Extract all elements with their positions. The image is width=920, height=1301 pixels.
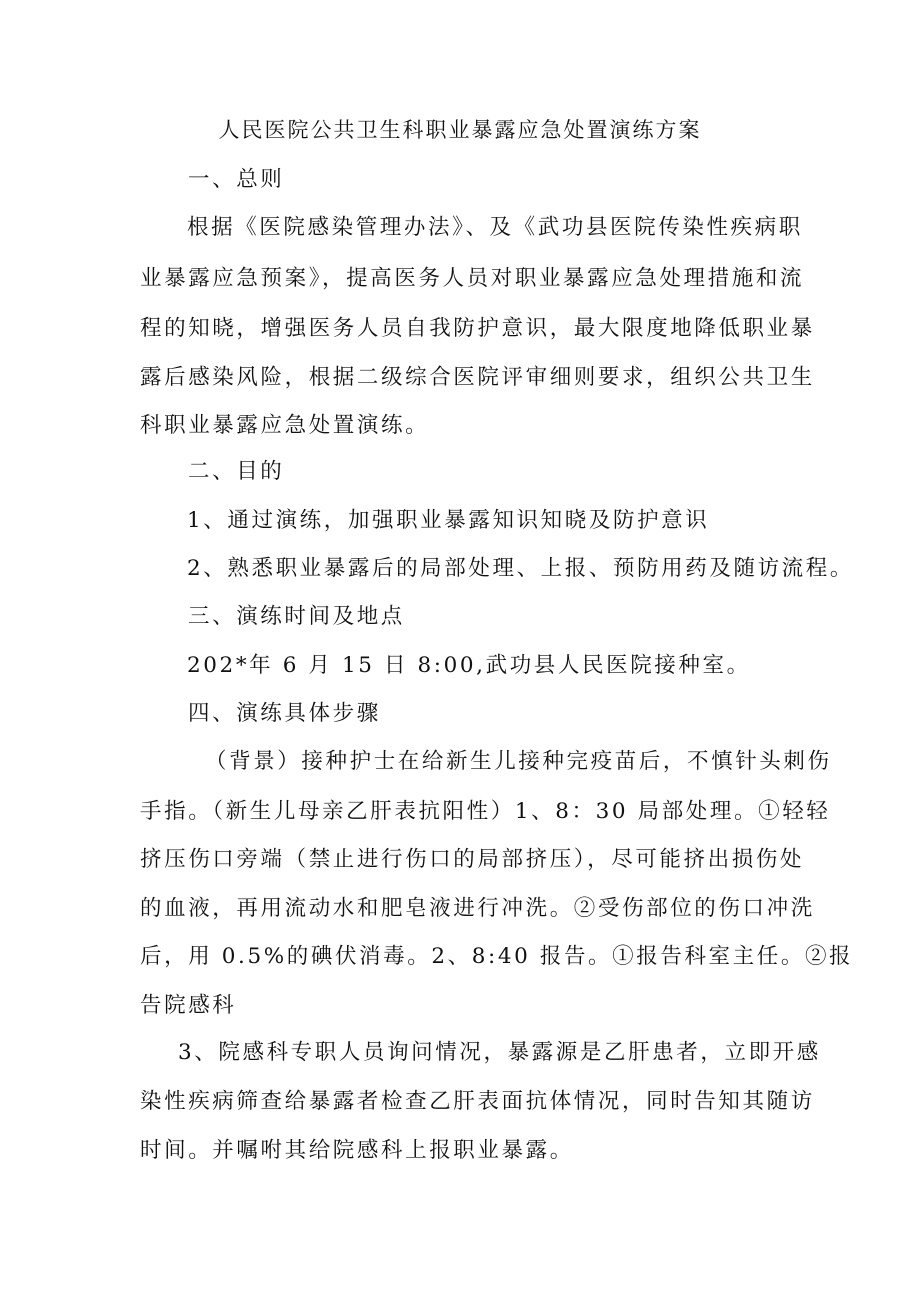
section-heading-general: 一、总则 — [188, 167, 285, 192]
general-line-3: 程的知晓，增强医务人员自我防护意识，最大限度地降低职业暴 — [140, 316, 815, 341]
steps-background-line-2: 手指。（新生儿母亲乙肝表抗阳性）1、8：30 局部处理。①轻轻 — [140, 799, 831, 824]
steps-background-line-3: 挤压伤口旁端（禁止进行伤口的局部挤压），尽可能挤出损伤处 — [140, 847, 805, 872]
step3-line-1: 3、院感科专职人员询问情况，暴露源是乙肝患者，立即开感 — [178, 1040, 821, 1065]
general-line-4: 露后感染风险，根据二级综合医院评审细则要求，组织公共卫生 — [140, 365, 815, 390]
steps-background-line-5: 后，用 0.5%的碘伏消毒。2、8:40 报告。①报告科室主任。②报 — [140, 944, 854, 969]
step3-line-3: 时间。并嘱咐其给院感科上报职业暴露。 — [140, 1138, 574, 1163]
general-line-5: 科职业暴露应急处置演练。 — [140, 413, 430, 438]
general-line-2: 业暴露应急预案》，提高医务人员对职业暴露应急处理措施和流 — [140, 266, 805, 291]
general-line-1: 根据《医院感染管理办法》、及《武功县医院传染性疾病职 — [187, 215, 803, 240]
time-place-text: 202*年 6 月 15 日 8:00,武功县人民医院接种室。 — [187, 653, 751, 678]
document-title: 人民医院公共卫生科职业暴露应急处置演练方案 — [218, 118, 702, 142]
steps-background-line-1: （背景）接种护士在给新生儿接种完疫苗后，不慎针头刺伤 — [205, 749, 832, 774]
step3-line-2: 染性疾病筛查给暴露者检查乙肝表面抗体情况，同时告知其随访 — [140, 1089, 815, 1114]
purpose-item-1: 1、通过演练，加强职业暴露知识知晓及防护意识 — [187, 508, 710, 533]
purpose-item-2: 2、熟悉职业暴露后的局部处理、上报、预防用药及随访流程。 — [187, 556, 854, 581]
steps-background-line-6: 告院感科 — [140, 993, 237, 1018]
section-heading-time-place: 三、演练时间及地点 — [188, 604, 405, 629]
steps-background-line-4: 的血液，再用流动水和肥皂液进行冲洗。②受伤部位的伤口冲洗 — [140, 896, 815, 921]
section-heading-steps: 四、演练具体步骤 — [188, 701, 381, 726]
section-heading-purpose: 二、目的 — [188, 459, 285, 484]
